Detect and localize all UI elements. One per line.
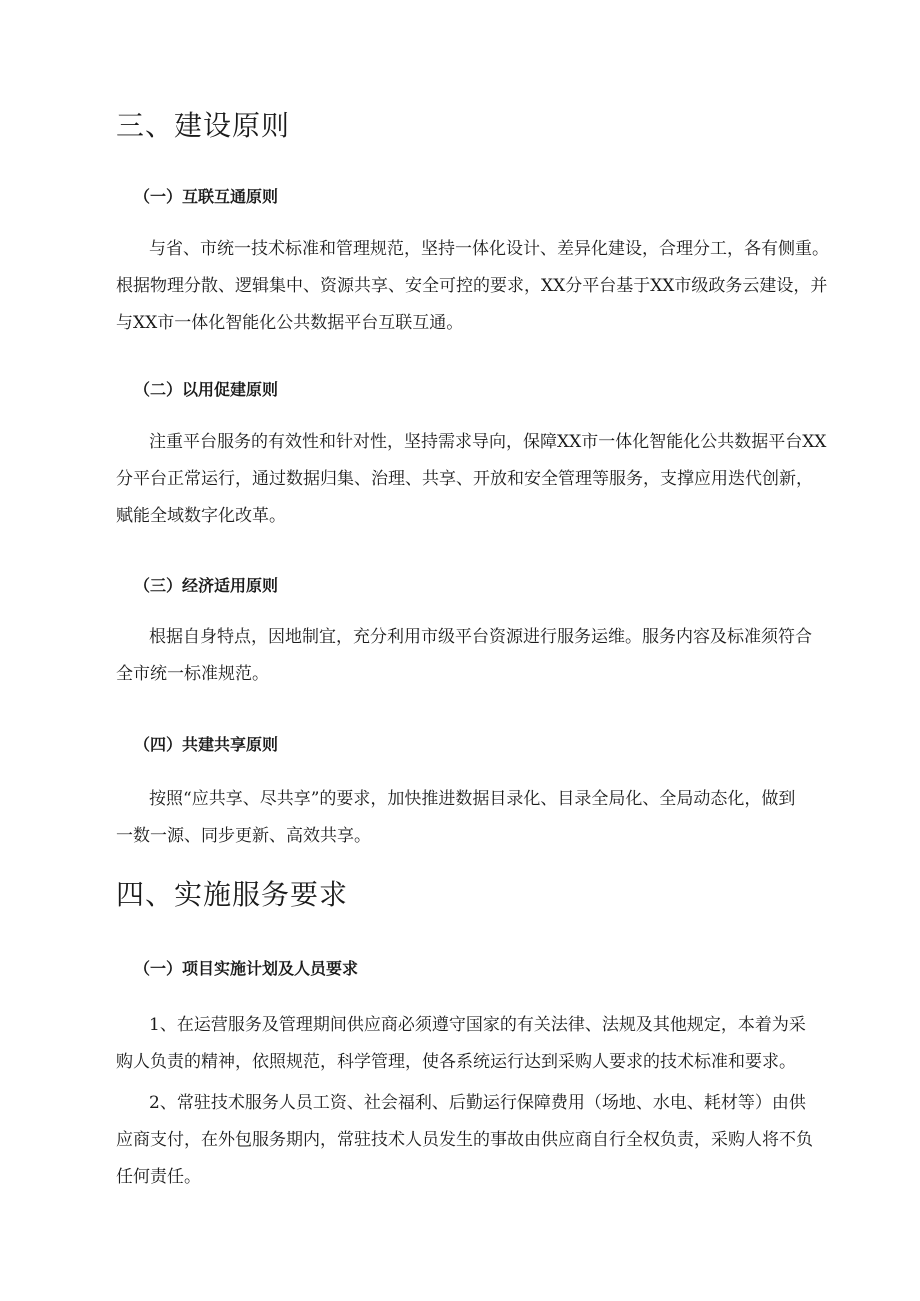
paragraph-line: 与XX市一体化智能化公共数据平台互联互通。 bbox=[116, 313, 464, 333]
paragraph-line: 与省、市统一技术标准和管理规范，坚持一体化设计、差异化建设，合理分工，各有侧重。 bbox=[149, 239, 829, 259]
paragraph-co-build-share bbox=[116, 781, 816, 855]
subsection-heading-plan-and-staff: （一）项目实施计划及人员要求 bbox=[134, 959, 359, 978]
paragraph-line: 任何责任。 bbox=[116, 1167, 201, 1187]
section-heading-construction-principles: 三、建设原则 bbox=[116, 109, 291, 142]
paragraph-line: 2、常驻技术服务人员工资、社会福利、后勤运行保障费用（场地、水电、耗材等）由供 bbox=[149, 1093, 806, 1113]
paragraph-line: 按照“应共享、尽共享”的要求，加快推进数据目录化、目录全局化、全局动态化，做到 bbox=[149, 789, 796, 809]
paragraph-item-2 bbox=[116, 1085, 816, 1196]
paragraph-line: 1、在运营服务及管理期间供应商必须遵守国家的有关法律、法规及其他规定，本着为采 bbox=[149, 1015, 806, 1035]
paragraph-line: 赋能全域数字化改革。 bbox=[116, 506, 286, 526]
subsection-heading-economy: （三）经济适用原则 bbox=[134, 576, 279, 595]
paragraph-item-1 bbox=[116, 1007, 816, 1081]
paragraph-economy bbox=[116, 619, 816, 693]
section-heading-implementation-requirements: 四、实施服务要求 bbox=[116, 878, 349, 911]
paragraph-line: 分平台正常运行，通过数据归集、治理、共享、开放和安全管理等服务，支撑应用迭代创新， bbox=[116, 469, 813, 489]
paragraph-interconnection bbox=[116, 231, 829, 342]
subsection-heading-use-promotes-build: （二）以用促建原则 bbox=[134, 380, 279, 399]
paragraph-use-promotes-build bbox=[116, 424, 827, 535]
paragraph-line: 应商支付，在外包服务期内，常驻技术人员发生的事故由供应商自行全权负责，采购人将不负 bbox=[116, 1130, 813, 1150]
subsection-heading-interconnection: （一）互联互通原则 bbox=[134, 187, 279, 206]
paragraph-line: 一数一源、同步更新、高效共享。 bbox=[116, 826, 371, 846]
paragraph-line: 购人负责的精神，依照规范，科学管理，使各系统运行达到采购人要求的技术标准和要求。 bbox=[116, 1052, 796, 1072]
paragraph-line: 全市统一标准规范。 bbox=[116, 664, 269, 684]
paragraph-line: 注重平台服务的有效性和针对性，坚持需求导向，保障XX市一体化智能化公共数据平台XX bbox=[149, 432, 827, 452]
paragraph-line: 根据物理分散、逻辑集中、资源共享、安全可控的要求，XX分平台基于XX市级政务云建设，并 bbox=[116, 276, 828, 296]
paragraph-line: 根据自身特点，因地制宜，充分利用市级平台资源进行服务运维。服务内容及标准须符合 bbox=[149, 627, 812, 647]
subsection-heading-co-build-share: （四）共建共享原则 bbox=[134, 735, 279, 754]
